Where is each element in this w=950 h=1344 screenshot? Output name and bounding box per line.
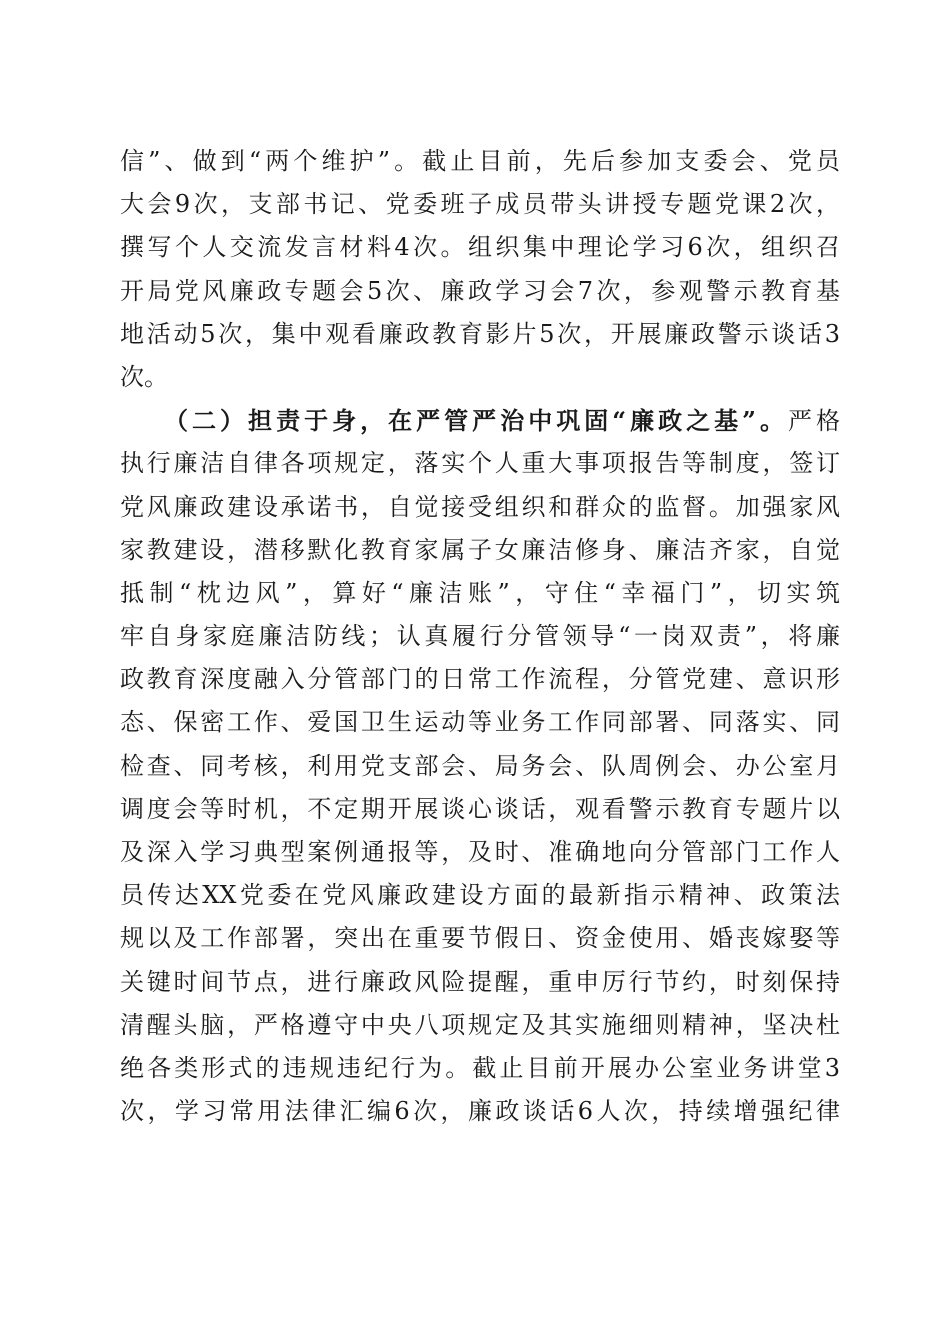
text-line: 态、保密工作、爱国卫生运动等业务工作同部署、同落实、同 — [120, 708, 840, 737]
text-line: 清醒头脑，严格遵守中央八项规定及其实施细则精神，坚决杜 — [120, 1010, 840, 1039]
text-line: 牢自身家庭廉洁防线；认真履行分管领导“一岗双责”，将廉 — [120, 622, 840, 651]
text-line: 地活动5次，集中观看廉政教育影片5次，开展廉政警示谈话3 — [120, 319, 840, 348]
text-line: 次，学习常用法律汇编6次，廉政谈话6人次，持续增强纪律 — [120, 1097, 840, 1126]
text-line: 调度会等时机，不定期开展谈心谈话，观看警示教育专题片以 — [120, 794, 840, 823]
text-line: 开局党风廉政专题会5次、廉政学习会7次，参观警示教育基 — [120, 276, 840, 305]
text-line: 撰写个人交流发言材料4次。组织集中理论学习6次，组织召 — [120, 233, 840, 262]
text-line: 检查、同考核，利用党支部会、局务会、队周例会、办公室月 — [120, 751, 840, 780]
section-heading: （二）担责于身，在严管严治中巩固“廉政之基”。 — [164, 406, 788, 436]
paragraph-2 — [120, 399, 840, 1133]
text-line: 党风廉政建设承诺书，自觉接受组织和群众的监督。加强家风 — [120, 492, 840, 521]
text-line: 执行廉洁自律各项规定，落实个人重大事项报告等制度，签订 — [120, 449, 840, 478]
text-line: 绝各类形式的违规违纪行为。截止目前开展办公室业务讲堂3 — [120, 1053, 840, 1082]
text-line: 员传达XX党委在党风廉政建设方面的最新指示精神、政策法 — [120, 881, 840, 910]
paragraph-2-first-line — [120, 399, 840, 442]
paragraph-1 — [120, 140, 840, 399]
text-line: 及深入学习典型案例通报等，及时、准确地向分管部门工作人 — [120, 838, 840, 866]
text-line: 规以及工作部署，突出在重要节假日、资金使用、婚丧嫁娶等 — [120, 924, 840, 953]
text-line: 次。 — [120, 362, 168, 391]
text-line: 关键时间节点，进行廉政风险提醒，重申厉行节约，时刻保持 — [120, 967, 840, 996]
text-line: 抵制“枕边风”，算好“廉洁账”，守住“幸福门”，切实筑 — [120, 578, 840, 607]
text-line: 政教育深度融入分管部门的日常工作流程，分管党建、意识形 — [120, 665, 840, 694]
text-line: 大会9次，支部书记、党委班子成员带头讲授专题党课2次， — [120, 190, 840, 219]
text-line: 家教建设，潜移默化教育家属子女廉洁修身、廉洁齐家，自觉 — [120, 535, 840, 564]
heading-trailing-text: 严格 — [787, 407, 841, 436]
document-body — [120, 140, 840, 1133]
text-line: 信”、做到“两个维护”。截止目前，先后参加支委会、党员 — [120, 147, 840, 175]
